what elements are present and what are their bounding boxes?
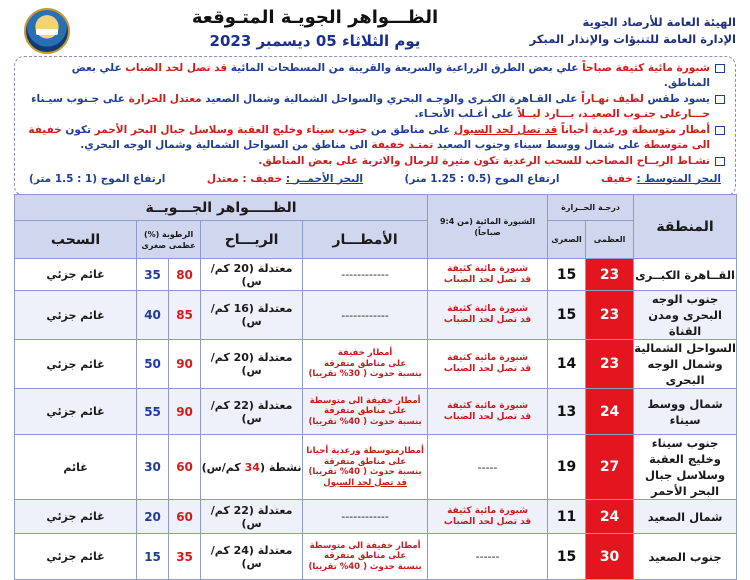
min-temperature: 15 (548, 259, 586, 291)
note-text: تكون (61, 124, 95, 136)
humidity-max: 35 (169, 534, 201, 580)
header-tmin: الصغرى (548, 221, 586, 259)
note-text: خفيفة الى متوسطة (28, 124, 710, 151)
region-name: القــاهرة الكبــرى (634, 259, 737, 291)
table-row (15, 389, 737, 435)
organization-name (530, 14, 736, 48)
clouds-cell: غائم جزئي (15, 340, 137, 389)
max-temperature: 23 (586, 291, 634, 340)
fog-cell: ------ (428, 534, 548, 580)
meteorological-authority-logo-icon (24, 8, 70, 54)
wind-cell: معتدلة (20 كم/س) (201, 340, 303, 389)
red-sea-state: خفيف : معتدل (206, 172, 286, 185)
humidity-max: 60 (169, 435, 201, 500)
rain-cell: ------------ (303, 291, 428, 340)
med-sea-state: خفيف (600, 172, 637, 185)
header-temperature: درجـة الحــرارة (548, 195, 634, 221)
humidity-max: 90 (169, 389, 201, 435)
min-temperature: 14 (548, 340, 586, 389)
checkbox-bullet-icon (715, 95, 725, 104)
rain-cell: ------------ (303, 500, 428, 534)
checkbox-bullet-icon (715, 126, 725, 135)
rain-cell: أمطار خفيفة الى متوسطة على مناطق متفرقة بنسبة حدوث ( 40% تقريبا) (303, 534, 428, 580)
logo-banner-icon (36, 29, 58, 35)
max-temperature: 27 (586, 435, 634, 500)
region-name: جنوب الوجه البحرى ومدن القناة (634, 291, 737, 340)
red-sea-label: البحر الأحمــر : (285, 172, 364, 185)
note-text: نشـاط الريــاح المصاحب للسحب الرعدية تكون مثيرة للرمال والاتربة على بعض المناطق. (258, 155, 710, 167)
min-temperature: 15 (548, 291, 586, 340)
forecast-date: يوم الثلاثاء 05 ديسمبر 2023 (209, 32, 421, 50)
note-text: أمطار متوسطة ورعدية أحياناً (557, 124, 710, 136)
note-fog (25, 61, 725, 90)
clouds-cell: غائم جزئي (15, 291, 137, 340)
humidity-max: 60 (169, 500, 201, 534)
max-temperature: 23 (586, 259, 634, 291)
humidity-max: 80 (169, 259, 201, 291)
note-text: تمتـد خفيفة (371, 138, 434, 151)
table-row (15, 259, 737, 291)
table-row (15, 291, 737, 340)
note-text: قد تصل لحد الضباب (125, 62, 228, 74)
note-wind (25, 154, 725, 169)
clouds-cell: غائم جزئي (15, 500, 137, 534)
humidity-min: 40 (137, 291, 169, 340)
min-temperature: 13 (548, 389, 586, 435)
clouds-cell: غائم جزئي (15, 259, 137, 291)
header-tmax: العظمى (586, 221, 634, 259)
note-text: على القـاهرة الكبـرى والوجـه البحري والسواحل الشمالية وشمال الصعيد (201, 93, 582, 105)
wind-cell: نشطة (34 كم/س) (201, 435, 303, 500)
max-temperature: 23 (586, 340, 634, 389)
note-text: معتدل الحرارة (128, 93, 202, 105)
med-sea-label: البحر المتوسط : (636, 172, 721, 185)
note-text: الى مناطق من السواحل الشمالية وشمال الوجه البحري. (80, 138, 372, 151)
note-text: جنوب سيناء وخليج العقبة وسلاسل جبال البحر الأحمر (94, 124, 368, 136)
note-text: حـــارعلى جنـوب الصعيـد (581, 107, 710, 120)
table-row (15, 534, 737, 580)
note-text: يسود طقس (643, 93, 710, 105)
note-text: شبورة مائية كثيفة صباحاً (582, 62, 710, 74)
fog-cell: ----- (428, 435, 548, 500)
note-text: على جـنوب سيـناء (31, 93, 129, 105)
header-wind: الريـــاح (201, 221, 303, 259)
region-name: جنوب سيناء وخليج العقبة وسلاسل جبال البحر الأحمر (634, 435, 737, 500)
note-text: علي بعض المناطق. (71, 62, 710, 89)
humidity-min: 30 (137, 435, 169, 500)
wind-cell: معتدلة (22 كم/س) (201, 500, 303, 534)
note-text: على أغـلب الأنحـاء. (414, 107, 518, 120)
note-temperature (25, 92, 725, 121)
max-temperature: 24 (586, 500, 634, 534)
clouds-cell: غائم جزئي (15, 389, 137, 435)
header-clouds: السحب (15, 221, 137, 259)
min-temperature: 19 (548, 435, 586, 500)
title-block (150, 6, 480, 52)
header-region: المنطقة (634, 195, 737, 259)
forecast-notes (14, 56, 736, 196)
wind-cell: معتدلة (16 كم/س) (201, 291, 303, 340)
fog-cell: شبورة مائية كثيفة قد تصل لحد الضباب (428, 389, 548, 435)
humidity-min: 50 (137, 340, 169, 389)
fog-cell: شبورة مائية كثيفة قد تصل لحد الضباب (428, 340, 548, 389)
table-row (15, 500, 737, 534)
note-text: ، بـــارد ليــلاً (517, 107, 582, 120)
max-temperature: 24 (586, 389, 634, 435)
rain-cell: أمطارمتوسطة ورعدية أحيانا على مناطق متفرقة بنسبة حدوث ( 40% تقريبا) قد تصل لحد السيول (303, 435, 428, 500)
min-temperature: 11 (548, 500, 586, 534)
max-temperature: 30 (586, 534, 634, 580)
clouds-cell: غائم (15, 435, 137, 500)
fog-cell: شبورة مائية كثيفة قد تصل لحد الضباب (428, 291, 548, 340)
header-humidity: الرطوبة (%) عظمى صغرى (137, 221, 201, 259)
fog-cell: شبورة مائية كثيفة قد تصل لحد الضباب (428, 259, 548, 291)
min-temperature: 15 (548, 534, 586, 580)
table-row (15, 340, 737, 389)
wind-cell: معتدلة (24 كم/س) (201, 534, 303, 580)
humidity-min: 15 (137, 534, 169, 580)
region-name: السواحل الشمالية وشمال الوجه البحرى (634, 341, 736, 387)
note-text: على شمال ووسط سيناء وجنوب الصعيد (433, 138, 644, 151)
humidity-max: 90 (169, 340, 201, 389)
humidity-max: 85 (169, 291, 201, 340)
page-header (0, 0, 750, 58)
clouds-cell: غائم جزئي (15, 534, 137, 580)
rain-cell: أمطار خفيفة على مناطق متفرقة بنسبة حدوث ( 30% تقريبا) (303, 340, 428, 389)
header-phenomena: الظـــــواهر الجـــويــة (15, 195, 428, 221)
note-rain (25, 123, 725, 152)
rain-cell: أمطار خفيفة الى متوسطة على مناطق متفرقة بنسبة حدوث ( 40% تقريبا) (303, 389, 428, 435)
wind-cell: معتدلة (22 كم/س) (201, 389, 303, 435)
region-name: شمال ووسط سيناء (634, 389, 737, 435)
header-rain: الأمطـــار (303, 221, 428, 259)
humidity-min: 35 (137, 259, 169, 291)
rain-cell: ------------ (303, 259, 428, 291)
note-text: لطيف نهـاراً (581, 93, 644, 105)
med-sea-wave: ارتفاع الموج (0.5 : 1.25 متر) (404, 172, 560, 185)
checkbox-bullet-icon (715, 157, 725, 166)
region-name: شمال الصعيد (634, 500, 737, 534)
page-title: الظـــواهر الجويـة المتـوقعة (191, 7, 439, 28)
humidity-min: 55 (137, 389, 169, 435)
fog-cell: شبورة مائية كثيفة قد تصل لحد الضباب (428, 500, 548, 534)
org-line-1: الهيئة العامة للأرصاد الجوية (582, 15, 736, 29)
region-name: جنوب الصعيد (634, 534, 737, 580)
checkbox-bullet-icon (715, 64, 725, 73)
note-text: على مناطق من (367, 124, 454, 136)
red-sea-wave: ارتفاع الموج (1 : 1.5 متر) (29, 172, 166, 185)
humidity-min: 20 (137, 500, 169, 534)
wind-cell: معتدلة (20 كم/س) (201, 259, 303, 291)
org-line-2: الإدارة العامة للتنبؤات والإنذار المبكر (529, 32, 736, 46)
sea-state (25, 171, 725, 187)
note-text: علي بعض الطرق الزراعية والسريعة والقريبة من المسطحات المائية (227, 62, 583, 74)
note-text: قد تصل لحد السيول (454, 124, 558, 136)
table-row (15, 435, 737, 500)
forecast-table (14, 194, 737, 580)
header-fog: الشبورة المائية (من 9:4 صباحاً) (428, 195, 548, 259)
